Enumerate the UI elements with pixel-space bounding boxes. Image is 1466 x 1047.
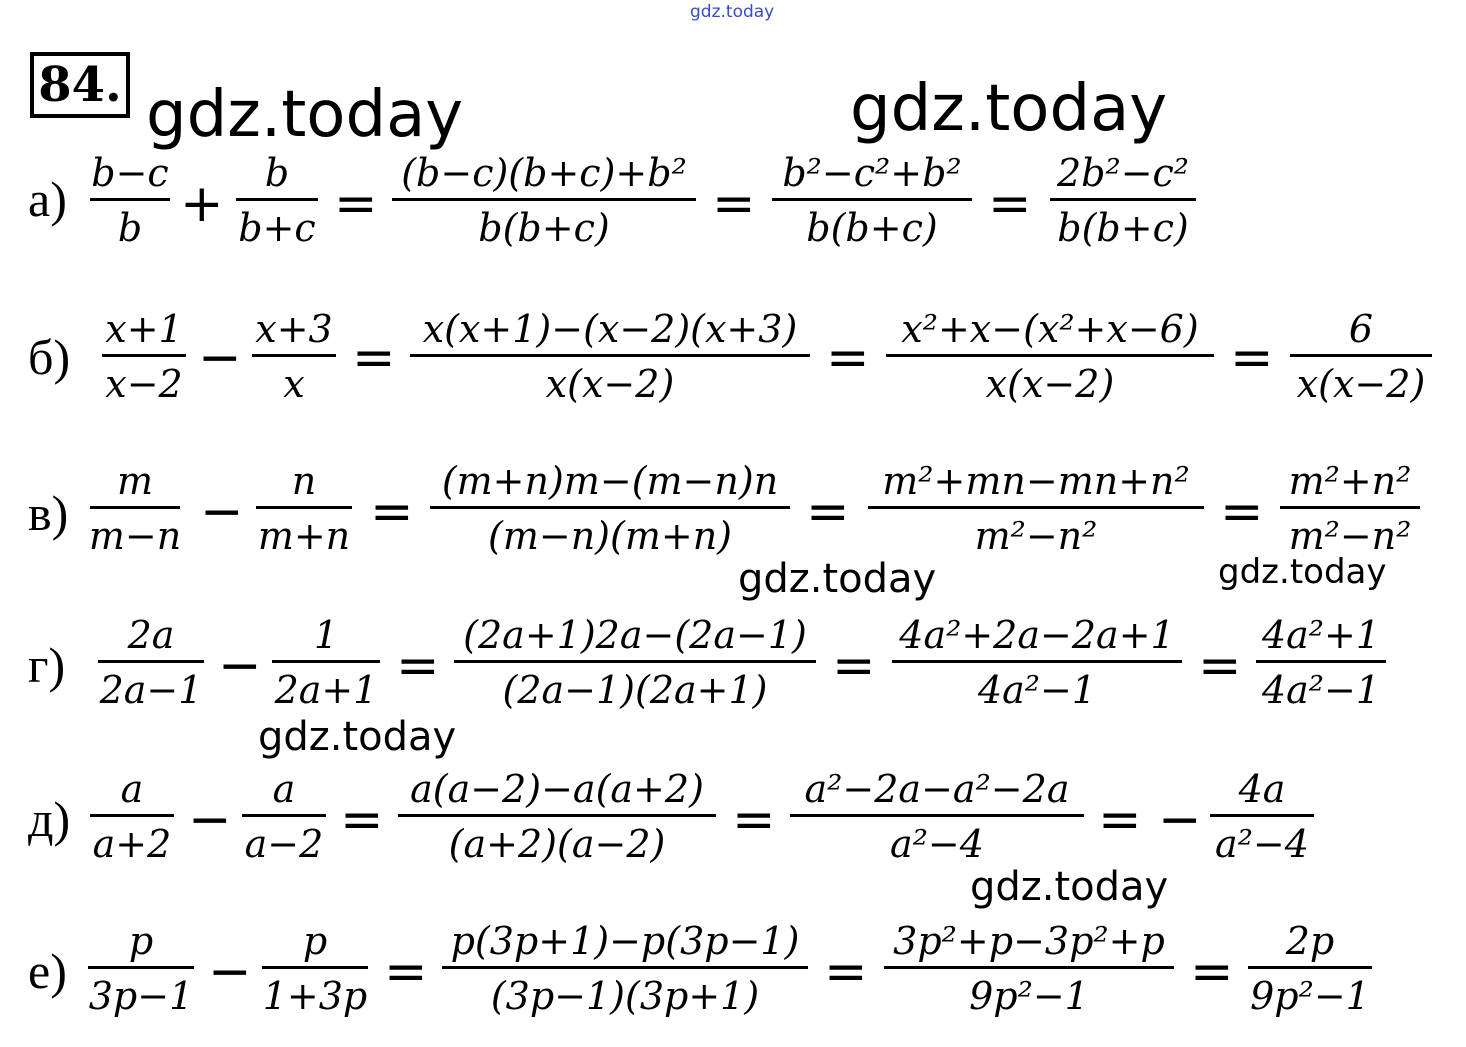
equals-sign: =: [988, 174, 1032, 234]
watermark-top: gdz.today: [690, 2, 775, 22]
fraction: (2a+1)2a−(2a−1) (2a−1)(2a+1): [454, 616, 816, 709]
row-label: а): [28, 171, 67, 227]
watermark-mid-3: gdz.today: [258, 714, 457, 760]
operator: −: [188, 790, 232, 850]
fraction: (b−c)(b+c)+b² b(b+c): [392, 154, 696, 247]
fraction: 4a²+2a−2a+1 4a²−1: [892, 616, 1182, 709]
fraction: x+3 x: [252, 310, 336, 403]
equals-sign: =: [832, 636, 876, 696]
watermark-right: gdz.today: [850, 72, 1168, 146]
fraction: m m−n: [88, 459, 182, 558]
watermark-mid-4: gdz.today: [970, 864, 1169, 910]
fraction: b−c b: [91, 151, 169, 250]
row-label: г): [28, 637, 66, 693]
fraction: (m+n)m−(m−n)n (m−n)(m+n): [430, 462, 790, 555]
equals-sign: =: [712, 174, 756, 234]
fraction: m²+mn−mn+n² m²−n²: [868, 462, 1204, 555]
equals-sign: =: [824, 942, 868, 1002]
fraction: b b+c: [236, 154, 318, 247]
equals-sign: =: [1198, 636, 1242, 696]
fraction: p(3p+1)−p(3p−1) (3p−1)(3p+1): [442, 922, 808, 1015]
row-label: д): [28, 791, 71, 847]
fraction: m²+n² m²−n²: [1280, 462, 1420, 555]
fraction: n m+n: [257, 459, 351, 558]
fraction: 2a 2a−1: [99, 613, 203, 712]
equals-sign: =: [396, 636, 440, 696]
fraction: 4a²+1 4a²−1: [1256, 616, 1386, 709]
row-label: е): [28, 943, 67, 999]
equals-sign: =: [384, 942, 428, 1002]
watermark-left: gdz.today: [146, 78, 464, 152]
equals-sign: =: [334, 174, 378, 234]
fraction: 2p 9p²−1: [1248, 922, 1372, 1015]
fraction: a²−2a−a²−2a a²−4: [790, 770, 1084, 863]
watermark-mid-2: gdz.today: [1218, 552, 1387, 592]
fraction: p 1+3p: [262, 919, 368, 1018]
equals-sign: =: [1220, 482, 1264, 542]
row-label: в): [28, 485, 69, 541]
fraction: x²+x−(x²+x−6) x(x−2): [886, 310, 1214, 403]
equals-sign: =: [370, 482, 414, 542]
equals-sign: =: [806, 482, 850, 542]
row-label: б): [28, 329, 71, 385]
equals-sign: =: [732, 790, 776, 850]
fraction: b²−c²+b² b(b+c): [772, 154, 972, 247]
fraction: x(x+1)−(x−2)(x+3) x(x−2): [410, 310, 810, 403]
fraction: 3p²+p−3p²+p 9p²−1: [884, 922, 1174, 1015]
operator: −: [200, 482, 244, 542]
operator: +: [180, 174, 224, 234]
operator: −: [218, 636, 262, 696]
operator: −: [208, 942, 252, 1002]
watermark-mid-1: gdz.today: [738, 556, 937, 602]
equals-sign: =: [1098, 790, 1142, 850]
equals-sign: =: [1230, 328, 1274, 388]
fraction: 6 x(x−2): [1290, 310, 1432, 403]
minus-sign: −: [1158, 790, 1202, 850]
fraction: x+1 x−2: [102, 310, 186, 403]
operator: −: [198, 328, 242, 388]
fraction: a(a−2)−a(a+2) (a+2)(a−2): [398, 770, 716, 863]
equals-sign: =: [826, 328, 870, 388]
fraction: 4a a²−4: [1210, 770, 1314, 863]
equals-sign: =: [340, 790, 384, 850]
fraction: a a−2: [242, 770, 326, 863]
fraction: a a+2: [90, 770, 174, 863]
equals-sign: =: [1190, 942, 1234, 1002]
equals-sign: =: [352, 328, 396, 388]
fraction: p 3p−1: [88, 919, 194, 1018]
fraction: 1 2a+1: [272, 616, 380, 709]
fraction: 2b²−c² b(b+c): [1050, 154, 1196, 247]
exercise-number: 84.: [30, 52, 130, 118]
